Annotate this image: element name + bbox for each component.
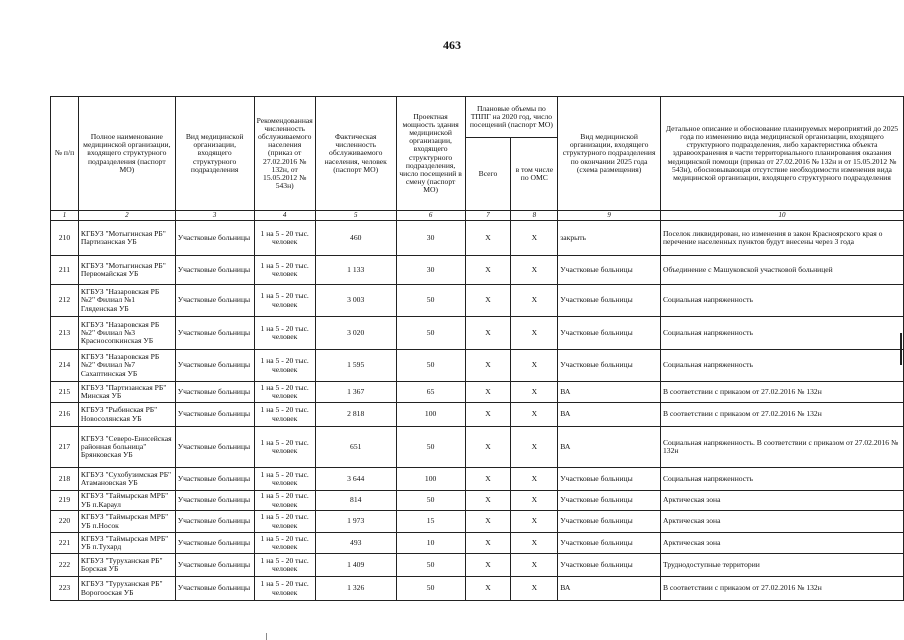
planned-total: X <box>465 317 511 350</box>
organization-type: Участковые больницы <box>175 533 254 554</box>
column-number: 3 <box>175 211 254 221</box>
planned-total: X <box>465 403 511 427</box>
type-2025: Участковые больницы <box>558 491 661 511</box>
table-row <box>51 554 904 577</box>
actual-population: 1 326 <box>315 577 396 601</box>
header-recommended: Рекомендованная численность обслуживаемого населения (приказ от 27.02.2016 № 132н, от 15.05.2012 № 543н) <box>254 97 315 211</box>
row-number: 220 <box>51 511 79 533</box>
row-number: 215 <box>51 382 79 403</box>
planned-total: X <box>465 350 511 382</box>
actual-population: 1 595 <box>315 350 396 382</box>
row-number: 210 <box>51 221 79 256</box>
organization-type: Участковые больницы <box>175 285 254 317</box>
row-number: 222 <box>51 554 79 577</box>
organization-name: КГБУЗ "Партизанская РБ" Минская УБ <box>78 382 175 403</box>
organization-type: Участковые больницы <box>175 256 254 285</box>
type-2025: Участковые больницы <box>558 554 661 577</box>
actual-population: 1 409 <box>315 554 396 577</box>
table-row <box>51 511 904 533</box>
organization-type: Участковые больницы <box>175 317 254 350</box>
recommended-population: 1 на 5 - 20 тыс. человек <box>254 285 315 317</box>
header-oms: в том числе по ОМС <box>511 138 558 211</box>
scan-bottom-mark <box>266 633 267 640</box>
planned-total: X <box>465 468 511 491</box>
page-number: 463 <box>443 38 461 52</box>
table-row <box>51 256 904 285</box>
organization-name: КГБУЗ "Мотыгинская РБ" Первомайская УБ <box>78 256 175 285</box>
design-capacity: 50 <box>396 350 465 382</box>
planned-total: X <box>465 382 511 403</box>
justification: Арктическая зона <box>660 533 903 554</box>
type-2025: Участковые больницы <box>558 511 661 533</box>
actual-population: 2 818 <box>315 403 396 427</box>
table-row <box>51 382 904 403</box>
design-capacity: 50 <box>396 285 465 317</box>
row-number: 219 <box>51 491 79 511</box>
planned-total: X <box>465 256 511 285</box>
organization-type: Участковые больницы <box>175 427 254 468</box>
recommended-population: 1 на 5 - 20 тыс. человек <box>254 468 315 491</box>
type-2025: закрыть <box>558 221 661 256</box>
hospital-plan-table <box>50 96 904 601</box>
recommended-population: 1 на 5 - 20 тыс. человек <box>254 403 315 427</box>
row-number: 214 <box>51 350 79 382</box>
column-number: 5 <box>315 211 396 221</box>
design-capacity: 50 <box>396 317 465 350</box>
justification: Социальная напряженность. В соответствии с приказом от 27.02.2016 № 132н <box>660 427 903 468</box>
organization-type: Участковые больницы <box>175 554 254 577</box>
justification: Арктическая зона <box>660 511 903 533</box>
scan-edge-mark <box>900 333 902 365</box>
table-row <box>51 533 904 554</box>
row-number: 212 <box>51 285 79 317</box>
row-number: 218 <box>51 468 79 491</box>
planned-oms: X <box>511 256 558 285</box>
justification: Объединение с Машуковской участковой больницей <box>660 256 903 285</box>
planned-oms: X <box>511 285 558 317</box>
header-type-2025: Вид медицинской организации, входящего структурного подразделения по окончании 2025 года (схема размещения) <box>558 97 661 211</box>
design-capacity: 50 <box>396 427 465 468</box>
type-2025: ВА <box>558 427 661 468</box>
design-capacity: 30 <box>396 221 465 256</box>
table-row <box>51 221 904 256</box>
organization-type: Участковые больницы <box>175 350 254 382</box>
planned-total: X <box>465 491 511 511</box>
planned-oms: X <box>511 427 558 468</box>
planned-oms: X <box>511 221 558 256</box>
actual-population: 460 <box>315 221 396 256</box>
actual-population: 1 973 <box>315 511 396 533</box>
recommended-population: 1 на 5 - 20 тыс. человек <box>254 221 315 256</box>
planned-total: X <box>465 511 511 533</box>
planned-oms: X <box>511 533 558 554</box>
organization-name: КГБУЗ "Рыбинская РБ" Новосолянская УБ <box>78 403 175 427</box>
planned-oms: X <box>511 317 558 350</box>
row-number: 211 <box>51 256 79 285</box>
planned-oms: X <box>511 554 558 577</box>
organization-name: КГБУЗ "Сухобузимская РБ" Атамановская УБ <box>78 468 175 491</box>
actual-population: 3 020 <box>315 317 396 350</box>
actual-population: 3 003 <box>315 285 396 317</box>
planned-total: X <box>465 221 511 256</box>
actual-population: 3 644 <box>315 468 396 491</box>
table-row <box>51 577 904 601</box>
header-planned: Плановые объемы по ТППГ на 2020 год, число посещений (паспорт МО) <box>465 97 558 138</box>
justification: В соответствии с приказом от 27.02.2016 № 132н <box>660 577 903 601</box>
design-capacity: 30 <box>396 256 465 285</box>
row-number: 221 <box>51 533 79 554</box>
justification: Социальная напряженность <box>660 285 903 317</box>
recommended-population: 1 на 5 - 20 тыс. человек <box>254 491 315 511</box>
actual-population: 814 <box>315 491 396 511</box>
table-row <box>51 427 904 468</box>
planned-oms: X <box>511 577 558 601</box>
justification: Социальная напряженность <box>660 317 903 350</box>
organization-type: Участковые больницы <box>175 491 254 511</box>
organization-name: КГБУЗ "Назаровская РБ №2" Филиал №1 Гляденская УБ <box>78 285 175 317</box>
row-number: 213 <box>51 317 79 350</box>
actual-population: 651 <box>315 427 396 468</box>
type-2025: Участковые больницы <box>558 468 661 491</box>
organization-type: Участковые больницы <box>175 382 254 403</box>
header-num: № п/п <box>51 97 79 211</box>
organization-type: Участковые больницы <box>175 511 254 533</box>
organization-name: КГБУЗ "Туруханская РБ" Ворогооская УБ <box>78 577 175 601</box>
type-2025: Участковые больницы <box>558 350 661 382</box>
table-row <box>51 350 904 382</box>
planned-total: X <box>465 285 511 317</box>
organization-name: КГБУЗ "Таймырская МРБ" УБ п.Тухард <box>78 533 175 554</box>
organization-type: Участковые больницы <box>175 468 254 491</box>
design-capacity: 100 <box>396 468 465 491</box>
justification: В соответствии с приказом от 27.02.2016 № 132н <box>660 382 903 403</box>
planned-total: X <box>465 427 511 468</box>
header-capacity: Проектная мощность здания медицинской организации, входящего структурного подразделения, число посещений в смену (паспорт МО) <box>396 97 465 211</box>
recommended-population: 1 на 5 - 20 тыс. человек <box>254 382 315 403</box>
design-capacity: 65 <box>396 382 465 403</box>
column-number: 9 <box>558 211 661 221</box>
planned-oms: X <box>511 468 558 491</box>
organization-type: Участковые больницы <box>175 403 254 427</box>
organization-name: КГБУЗ "Таймырская МРБ" УБ п.Носок <box>78 511 175 533</box>
recommended-population: 1 на 5 - 20 тыс. человек <box>254 577 315 601</box>
organization-name: КГБУЗ "Туруханская РБ" Борская УБ <box>78 554 175 577</box>
planned-total: X <box>465 533 511 554</box>
actual-population: 1 367 <box>315 382 396 403</box>
recommended-population: 1 на 5 - 20 тыс. человек <box>254 317 315 350</box>
recommended-population: 1 на 5 - 20 тыс. человек <box>254 427 315 468</box>
planned-oms: X <box>511 350 558 382</box>
row-number: 223 <box>51 577 79 601</box>
justification: Арктическая зона <box>660 491 903 511</box>
justification: Труднодоступные территории <box>660 554 903 577</box>
design-capacity: 50 <box>396 577 465 601</box>
column-number: 7 <box>465 211 511 221</box>
type-2025: Участковые больницы <box>558 533 661 554</box>
row-number: 217 <box>51 427 79 468</box>
justification: В соответствии с приказом от 27.02.2016 № 132н <box>660 403 903 427</box>
justification: Социальная напряженность <box>660 468 903 491</box>
table-row <box>51 403 904 427</box>
justification: Социальная напряженность <box>660 350 903 382</box>
header-actual: Фактическая численность обслуживаемого населения, человек (паспорт МО) <box>315 97 396 211</box>
planned-oms: X <box>511 511 558 533</box>
recommended-population: 1 на 5 - 20 тыс. человек <box>254 256 315 285</box>
type-2025: ВА <box>558 403 661 427</box>
actual-population: 493 <box>315 533 396 554</box>
planned-oms: X <box>511 403 558 427</box>
recommended-population: 1 на 5 - 20 тыс. человек <box>254 350 315 382</box>
recommended-population: 1 на 5 - 20 тыс. человек <box>254 533 315 554</box>
header-name: Полное наименование медицинской организации, входящего структурного подразделения (паспорт МО) <box>78 97 175 211</box>
organization-type: Участковые больницы <box>175 577 254 601</box>
type-2025: Участковые больницы <box>558 256 661 285</box>
organization-name: КГБУЗ "Таймырская МРБ" УБ п.Караул <box>78 491 175 511</box>
justification: Поселок ликвидирован, но изменения в закон Красноярского края о перечение населенных пунктов будут внесены через 3 года <box>660 221 903 256</box>
type-2025: ВА <box>558 382 661 403</box>
design-capacity: 15 <box>396 511 465 533</box>
column-number: 10 <box>660 211 903 221</box>
header-type: Вид медицинской организации, входящего структурного подразделения <box>175 97 254 211</box>
planned-oms: X <box>511 491 558 511</box>
column-number: 4 <box>254 211 315 221</box>
table-row <box>51 491 904 511</box>
organization-name: КГБУЗ "Назаровская РБ №2" Филиал №3 Красносопкинская УБ <box>78 317 175 350</box>
planned-oms: X <box>511 382 558 403</box>
organization-name: КГБУЗ "Северо-Енисейская районная больница" Брянковская УБ <box>78 427 175 468</box>
design-capacity: 50 <box>396 554 465 577</box>
column-number: 1 <box>51 211 79 221</box>
organization-type: Участковые больницы <box>175 221 254 256</box>
type-2025: ВА <box>558 577 661 601</box>
table-row <box>51 317 904 350</box>
design-capacity: 100 <box>396 403 465 427</box>
organization-name: КГБУЗ "Мотыгинская РБ" Партизанская УБ <box>78 221 175 256</box>
column-number: 8 <box>511 211 558 221</box>
organization-name: КГБУЗ "Назаровская РБ №2" Филиал №7 Сахаптинская УБ <box>78 350 175 382</box>
actual-population: 1 133 <box>315 256 396 285</box>
header-description: Детальное описание и обоснование планируемых мероприятий до 2025 года по изменению вида медицинской организации, входящего структурного подразделения, либо характеристика объекта здравоохранения в части территориального планирования оказания медицинской помощи (приказ от 27.02.2016 № 132н и от 15.05.2012 № 543н), обосновывающая отсутствие необходимости изменения вида медицинской организации, входящего структурного подразделения <box>660 97 903 211</box>
type-2025: Участковые больницы <box>558 317 661 350</box>
type-2025: Участковые больницы <box>558 285 661 317</box>
header-total: Всего <box>465 138 511 211</box>
table-row <box>51 285 904 317</box>
column-number: 6 <box>396 211 465 221</box>
design-capacity: 50 <box>396 491 465 511</box>
recommended-population: 1 на 5 - 20 тыс. человек <box>254 554 315 577</box>
planned-total: X <box>465 577 511 601</box>
recommended-population: 1 на 5 - 20 тыс. человек <box>254 511 315 533</box>
table-row <box>51 468 904 491</box>
planned-total: X <box>465 554 511 577</box>
design-capacity: 10 <box>396 533 465 554</box>
row-number: 216 <box>51 403 79 427</box>
column-number: 2 <box>78 211 175 221</box>
